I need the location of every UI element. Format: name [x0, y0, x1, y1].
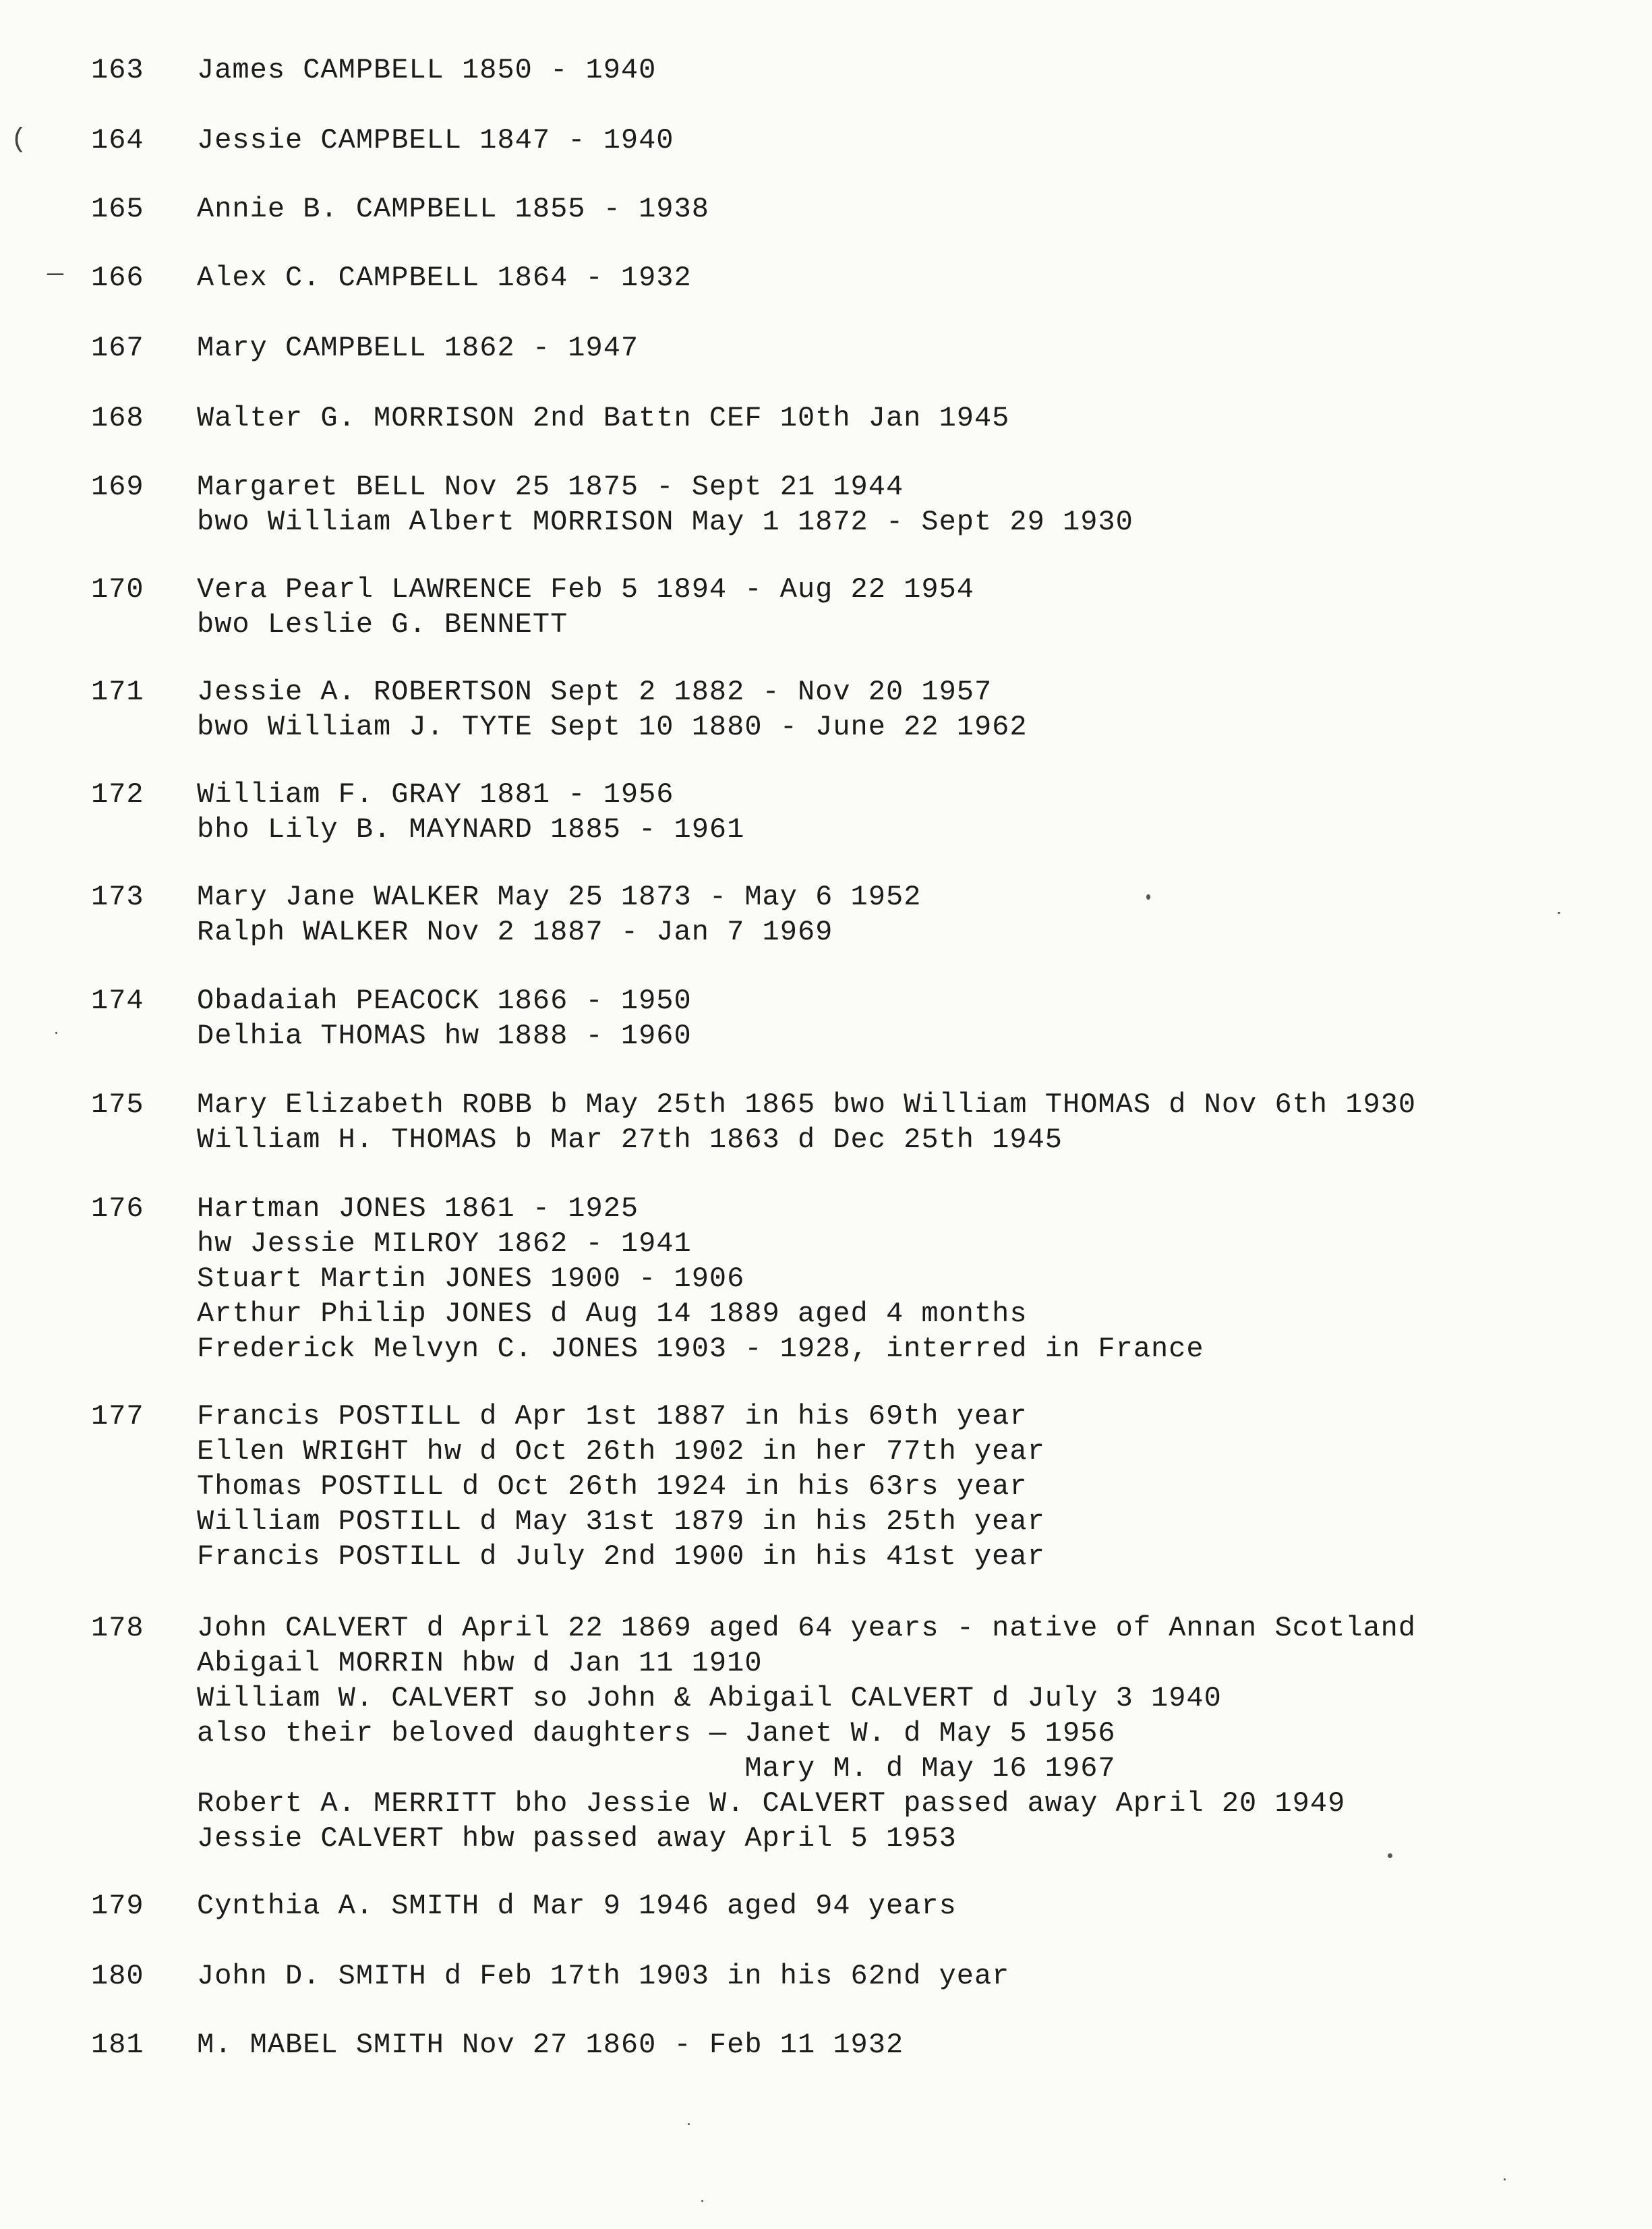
- entry-text: [197, 1611, 1416, 1856]
- entry-text: [197, 2027, 904, 2062]
- entry-line: Francis POSTILL d July 2nd 1900 in his 41st year: [197, 1540, 1045, 1573]
- entry-line: Frederick Melvyn C. JONES 1903 - 1928, interred in France: [197, 1333, 1204, 1365]
- entry-text: [197, 1399, 1045, 1574]
- entry-line: William W. CALVERT so John & Abigail CALVERT d July 3 1940: [197, 1682, 1222, 1714]
- entry-text: [197, 469, 1133, 540]
- entry-line: Annie B. CAMPBELL 1855 - 1938: [197, 193, 709, 225]
- entry-text: [197, 192, 709, 227]
- entry-line: James CAMPBELL 1850 - 1940: [197, 54, 657, 86]
- entry-text: [197, 777, 744, 847]
- entry-line: Walter G. MORRISON 2nd Battn CEF 10th Jan 1945: [197, 402, 1010, 434]
- entry-line: Delhia THOMAS hw 1888 - 1960: [197, 1020, 692, 1052]
- entry-number: 170: [91, 573, 144, 606]
- entry-text: [197, 1191, 1204, 1366]
- entry-line: bwo William J. TYTE Sept 10 1880 - June 22 1962: [197, 711, 1028, 743]
- entry-text: [197, 1087, 1416, 1157]
- entry-number: 167: [91, 332, 144, 364]
- entry-line: Ellen WRIGHT hw d Oct 26th 1902 in her 77th year: [197, 1435, 1045, 1468]
- entry-number: 163: [91, 54, 144, 86]
- entry-text: [197, 674, 1028, 745]
- entry-number: 174: [91, 985, 144, 1017]
- entry-line: Jessie A. ROBERTSON Sept 2 1882 - Nov 20 1957: [197, 676, 993, 708]
- entry-line: John CALVERT d April 22 1869 aged 64 years - native of Annan Scotland: [197, 1612, 1417, 1644]
- entry-text: [197, 123, 674, 158]
- entry-number: 172: [91, 778, 144, 811]
- scan-speck: [1146, 894, 1150, 900]
- entry-number: 176: [91, 1192, 144, 1225]
- entry-text: [197, 1888, 957, 1923]
- entry-line: Margaret BELL Nov 25 1875 - Sept 21 1944: [197, 471, 904, 503]
- entry-text: [197, 53, 656, 88]
- margin-paren-mark: (: [11, 125, 28, 155]
- entry-number: 177: [91, 1400, 144, 1432]
- entry-number: 166: [91, 262, 144, 294]
- entry-text: [197, 330, 639, 366]
- entry-number: 180: [91, 1960, 144, 1992]
- scan-speck: [1558, 912, 1560, 914]
- entry-line: bwo William Albert MORRISON May 1 1872 - Sept 29 1930: [197, 506, 1133, 538]
- entry-line: Hartman JONES 1861 - 1925: [197, 1192, 639, 1225]
- entry-number: 165: [91, 193, 144, 225]
- entry-number: 181: [91, 2029, 144, 2061]
- entry-line: Cynthia A. SMITH d Mar 9 1946 aged 94 years: [197, 1890, 957, 1922]
- scan-speck: [55, 1032, 57, 1034]
- entry-text: [197, 983, 692, 1053]
- scan-speck: [701, 2200, 703, 2202]
- entry-line: Mary Jane WALKER May 25 1873 - May 6 1952: [197, 881, 922, 913]
- entry-number: 178: [91, 1612, 144, 1644]
- entry-line: Thomas POSTILL d Oct 26th 1924 in his 63rs year: [197, 1470, 1028, 1503]
- entry-number: 173: [91, 881, 144, 913]
- entry-line: Jessie CAMPBELL 1847 - 1940: [197, 124, 674, 156]
- scan-speck: [1388, 1853, 1392, 1858]
- margin-dash-mark: —: [47, 260, 64, 290]
- entry-text: [197, 1959, 1009, 1994]
- entry-line: Mary Elizabeth ROBB b May 25th 1865 bwo William THOMAS d Nov 6th 1930: [197, 1089, 1417, 1121]
- entry-text: [197, 401, 1009, 436]
- entry-line: bho Lily B. MAYNARD 1885 - 1961: [197, 813, 745, 846]
- entry-line: Francis POSTILL d Apr 1st 1887 in his 69th year: [197, 1400, 1028, 1432]
- scan-speck: [1504, 2178, 1506, 2180]
- entry-line: Robert A. MERRITT bho Jessie W. CALVERT passed away April 20 1949: [197, 1787, 1346, 1820]
- entry-line: William H. THOMAS b Mar 27th 1863 d Dec 25th 1945: [197, 1124, 1063, 1156]
- entry-line: Mary M. d May 16 1967: [197, 1752, 1116, 1785]
- entry-line: John D. SMITH d Feb 17th 1903 in his 62nd year: [197, 1960, 1010, 1992]
- entry-line: Abigail MORRIN hbw d Jan 11 1910: [197, 1647, 763, 1679]
- entry-line: Mary CAMPBELL 1862 - 1947: [197, 332, 639, 364]
- entry-line: hw Jessie MILROY 1862 - 1941: [197, 1227, 692, 1260]
- entry-line: Alex C. CAMPBELL 1864 - 1932: [197, 262, 692, 294]
- entry-line: Ralph WALKER Nov 2 1887 - Jan 7 1969: [197, 916, 833, 948]
- entry-number: 179: [91, 1890, 144, 1922]
- entry-line: Vera Pearl LAWRENCE Feb 5 1894 - Aug 22 1954: [197, 573, 974, 606]
- entry-text: [197, 260, 692, 295]
- entry-text: [197, 572, 974, 642]
- entry-line: Arthur Philip JONES d Aug 14 1889 aged 4 months: [197, 1298, 1028, 1330]
- entry-line: M. MABEL SMITH Nov 27 1860 - Feb 11 1932: [197, 2029, 904, 2061]
- entry-number: 175: [91, 1089, 144, 1121]
- entry-line: bwo Leslie G. BENNETT: [197, 608, 568, 641]
- entry-number: 169: [91, 471, 144, 503]
- entry-number: 164: [91, 124, 144, 156]
- entry-line: also their beloved daughters — Janet W. d May 5 1956: [197, 1717, 1116, 1749]
- scan-speck: [688, 2123, 690, 2125]
- entry-line: Jessie CALVERT hbw passed away April 5 1953: [197, 1822, 957, 1855]
- entry-line: Obadaiah PEACOCK 1866 - 1950: [197, 985, 692, 1017]
- entry-line: William POSTILL d May 31st 1879 in his 25th year: [197, 1505, 1045, 1538]
- entry-line: William F. GRAY 1881 - 1956: [197, 778, 674, 811]
- entry-text: [197, 879, 921, 950]
- entry-line: Stuart Martin JONES 1900 - 1906: [197, 1263, 745, 1295]
- entry-number: 168: [91, 402, 144, 434]
- entry-number: 171: [91, 676, 144, 708]
